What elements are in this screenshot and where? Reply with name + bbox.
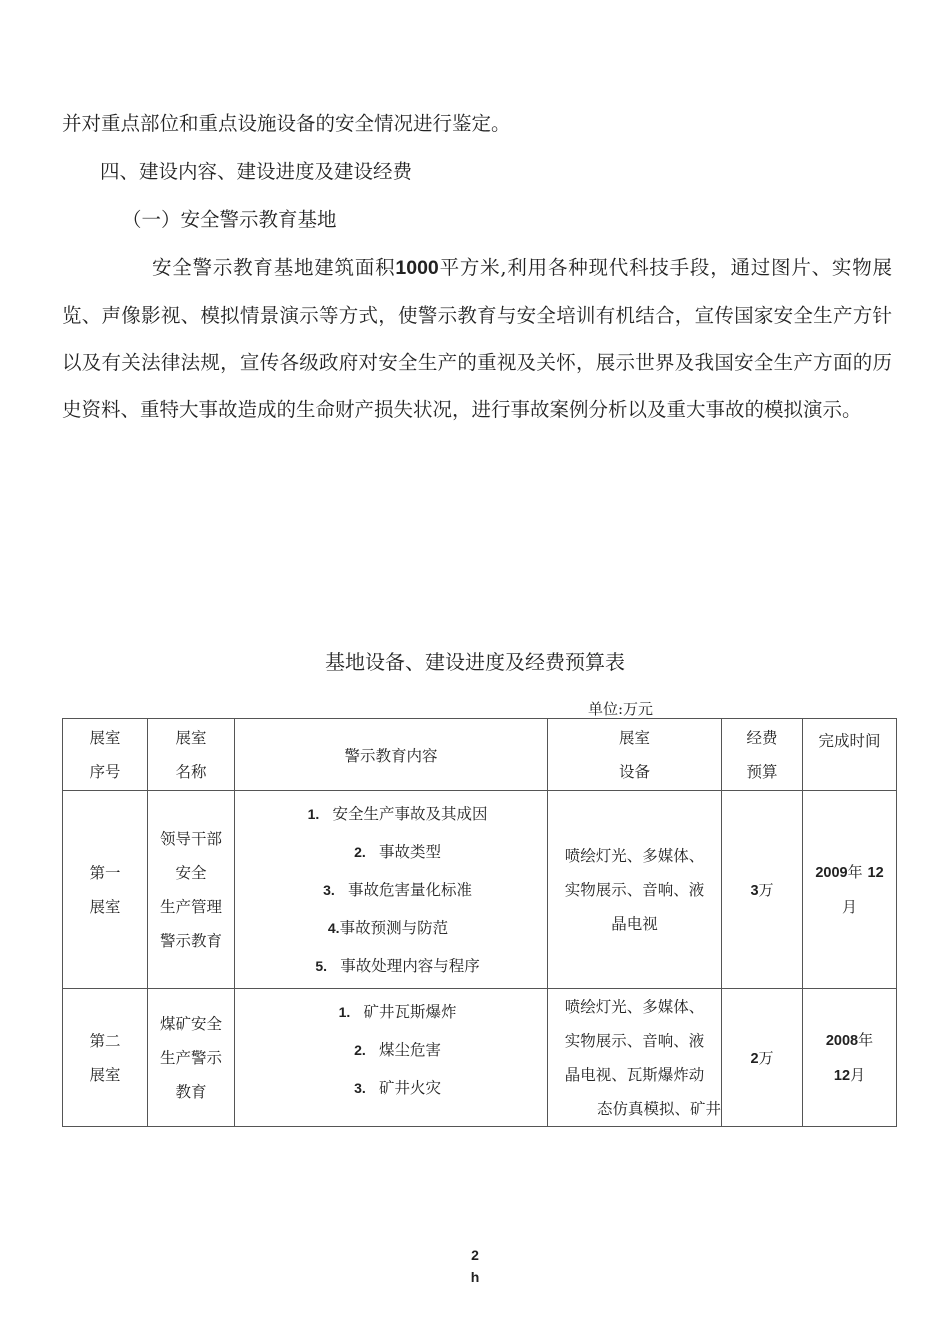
list-item [235, 871, 547, 909]
list-number: 3. [323, 881, 335, 898]
table-row [63, 791, 897, 989]
list-number: 2. [354, 1042, 366, 1058]
cell-text: 喷绘灯光、多媒体、 [564, 846, 705, 865]
header-text: 展室 [618, 728, 650, 747]
list-item [229, 909, 547, 947]
list-item [235, 1069, 547, 1107]
cell-text: 教育 [175, 1082, 207, 1101]
cell-text: 晶电视、瓦斯爆炸动 [564, 1065, 705, 1084]
cell-text: 第二 [89, 1031, 121, 1050]
header-text: 名称 [175, 762, 207, 781]
header-equipment [548, 719, 722, 791]
budget [722, 791, 803, 989]
cell-text: 喷绘灯光、多媒体、 [564, 997, 705, 1016]
room-name [148, 989, 235, 1127]
header-content: 警示教育内容 [235, 719, 548, 791]
header-text: 展室 [175, 728, 207, 747]
table-title: 基地设备、建设进度及经费预算表 [325, 650, 625, 674]
paragraph-base-description [62, 244, 892, 433]
room-seq [63, 791, 148, 989]
table-header-row [63, 719, 897, 791]
cell-text: 煤矿安全 [159, 1014, 222, 1033]
header-text: 展室 [89, 728, 121, 747]
list-text: 矿井火灾 [378, 1079, 441, 1097]
list-text: 矿井瓦斯爆炸 [363, 1003, 457, 1021]
cell-text: 态仿真模拟、矿井 [596, 1099, 721, 1118]
completion-time [803, 989, 897, 1127]
p2-before: 安全警示教育基地建筑面积 [152, 256, 396, 279]
list-item [235, 947, 547, 985]
table-unit: 单位:万元 [588, 700, 654, 718]
cell-text: 安全 [175, 863, 207, 882]
cell-text: 生产管理 [159, 897, 222, 916]
list-item [235, 833, 547, 871]
list-item [235, 795, 547, 833]
subsection-heading-4-1: （一）安全警示教育基地 [122, 208, 337, 231]
content-list [235, 791, 548, 989]
list-number: 2. [354, 843, 366, 860]
list-text: 事故类型 [378, 842, 441, 861]
cell-text: 领导干部 [159, 829, 222, 848]
cell-text: 生产警示 [159, 1048, 222, 1067]
month-number: 12 [867, 865, 884, 881]
header-text: 预算 [746, 762, 778, 781]
cell-text: 实物展示、音响、液 [564, 1031, 705, 1050]
month-number: 12 [833, 1067, 851, 1084]
cell-text: 实物展示、音响、液 [564, 880, 705, 899]
equipment [548, 989, 722, 1127]
list-number: 3. [354, 1080, 366, 1096]
month-unit: 月 [841, 898, 857, 916]
list-text: 安全生产事故及其成因 [332, 804, 488, 823]
header-room-name [148, 719, 235, 791]
area-number: 1000 [395, 257, 439, 279]
budget-number: 2 [750, 1051, 759, 1067]
list-number: 1. [307, 805, 320, 822]
cell-text: 警示教育 [159, 931, 222, 950]
p2-unit: 平方米, [438, 256, 507, 279]
content-list [235, 989, 548, 1127]
section-heading-4: 四、建设内容、建设进度及建设经费 [100, 160, 413, 183]
page-number-digit: 2 [471, 1247, 479, 1263]
budget [722, 989, 803, 1127]
header-budget [722, 719, 803, 791]
page-number-suffix: h [470, 1269, 480, 1285]
budget-unit: 万 [758, 881, 774, 899]
year-unit: 年 [847, 863, 863, 881]
header-completion-time: 完成时间 [803, 719, 897, 791]
completion-time [803, 791, 897, 989]
header-text: 设备 [618, 762, 650, 781]
header-text: 经费 [746, 728, 778, 747]
table-row [63, 989, 897, 1127]
list-text: 事故危害量化标准 [347, 880, 472, 899]
budget-unit: 万 [758, 1049, 774, 1067]
room-seq [63, 989, 148, 1127]
list-text: 煤尘危害 [378, 1041, 441, 1059]
list-item [235, 993, 547, 1031]
list-text: 事故预测与防范 [339, 918, 449, 937]
p2-after: 利用各种现代科技手段，通过图片、实物展览、声像影视、模拟情景演示等方式，使警示教育与安全培训有机结合，宣传国家安全生产方针以及有关法律法规，宣传各级政府对安全生产的重视及关怀，展示世界及我国安全生产方面的历史资料、重特大事故造成的生命财产损失状况，进行事故案例分析以及重大事故的模拟演示。 [62, 256, 892, 421]
header-text: 序号 [89, 762, 121, 781]
cell-text: 第一 [89, 863, 121, 882]
budget-table [62, 718, 897, 1127]
year-unit: 年 [858, 1030, 874, 1049]
list-number: 4. [327, 919, 340, 936]
equipment [548, 791, 722, 989]
budget-number: 3 [750, 883, 759, 899]
page-number [0, 1244, 950, 1288]
list-item [235, 1031, 547, 1069]
month-unit: 月 [850, 1065, 866, 1084]
list-number: 5. [315, 957, 328, 974]
room-name [148, 791, 235, 989]
year-number: 2008 [825, 1032, 859, 1049]
year-number: 2009 [815, 865, 848, 881]
cell-text: 展室 [89, 897, 121, 916]
paragraph-continuation: 并对重点部位和重点设施设备的安全情况进行鉴定。 [62, 112, 511, 135]
list-text: 事故处理内容与程序 [340, 956, 480, 975]
cell-text: 晶电视 [611, 914, 658, 933]
list-number: 1. [338, 1004, 351, 1020]
header-room-seq [63, 719, 148, 791]
cell-text: 展室 [89, 1065, 121, 1084]
